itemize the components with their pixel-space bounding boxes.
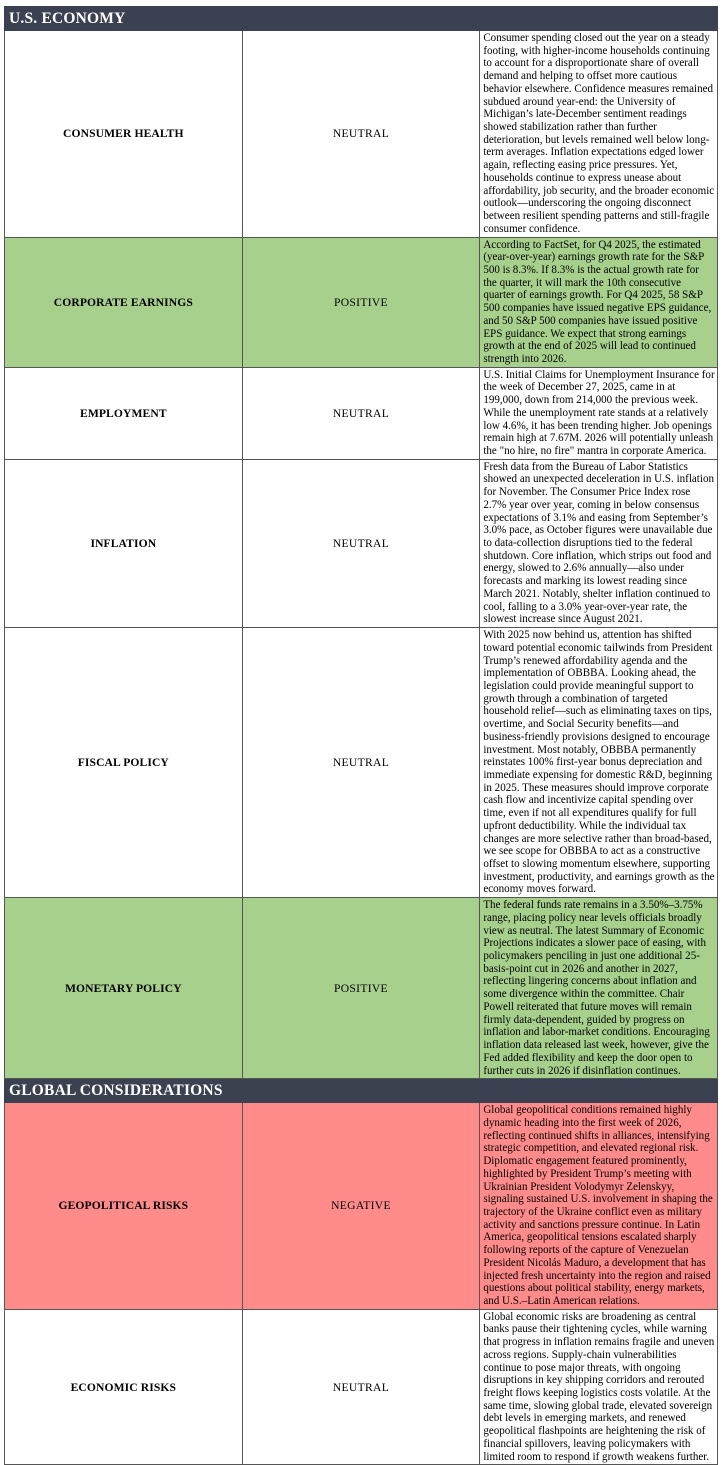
- indicator-rating: NEUTRAL: [242, 1309, 480, 1465]
- economic-outlook-table: [4, 6, 718, 1465]
- indicator-row: [5, 459, 718, 627]
- outlook-table-body: [5, 7, 718, 1465]
- indicator-rating: POSITIVE: [242, 237, 480, 367]
- indicator-row: [5, 237, 718, 367]
- indicator-commentary: Global geopolitical conditions remained highly dynamic heading into the first week of 2026, reflecting continued shifts in alliances, intensifying strategic competition, and elevated regional risk. Diplomatic engagement featured prominently, highlighted by President Trump’s meeting with Ukrainian President Volodymyr Zelenskyy, signaling sustained U.S. involvement in shaping the trajectory of the Ukraine conflict even as military activity and sanctions pressure continue. In Latin America, geopolitical tensions escalated sharply following reports of the capture of Venezuelan President Nicolás Maduro, a development that has injected fresh uncertainty into the region and raised questions about political stability, energy markets, and U.S.–Latin American relations.: [480, 1103, 718, 1310]
- indicator-name: GEOPOLITICAL RISKS: [5, 1103, 243, 1310]
- section-title: GLOBAL CONSIDERATIONS: [5, 1079, 718, 1103]
- indicator-name: FISCAL POLICY: [5, 628, 243, 898]
- indicator-commentary: The federal funds rate remains in a 3.50%–3.75% range, placing policy near levels officials broadly view as neutral. The latest Summary of Economic Projections indicates a slower pace of easing, with policymakers penciling in just one additional 25-basis-point cut in 2026 and another in 2027, reflecting lingering concerns about inflation and some divergence within the committee. Chair Powell reiterated that future moves will remain firmly data-dependent, guided by progress on inflation and labor-market conditions. Encouraging inflation data released last week, however, give the Fed added flexibility and keep the door open to further cuts in 2026 if disinflation continues.: [480, 898, 718, 1079]
- indicator-name: EMPLOYMENT: [5, 367, 243, 459]
- indicator-rating: NEUTRAL: [242, 31, 480, 238]
- indicator-rating: NEGATIVE: [242, 1103, 480, 1310]
- indicator-row: [5, 898, 718, 1079]
- indicator-commentary: Global economic risks are broadening as central banks pause their tightening cycles, while warning that progress in inflation remains fragile and uneven across regions. Supply-chain vulnerabilities continue to pose major threats, with ongoing disruptions in key shipping corridors and rerouted freight flows keeping logistics costs volatile. At the same time, slowing global trade, elevated sovereign debt levels in emerging markets, and renewed geopolitical flashpoints are heightening the risk of financial spillovers, leaving policymakers with limited room to respond if growth weakens further.: [480, 1309, 718, 1465]
- indicator-name: CONSUMER HEALTH: [5, 31, 243, 238]
- indicator-row: [5, 628, 718, 898]
- indicator-name: MONETARY POLICY: [5, 898, 243, 1079]
- indicator-row: [5, 1309, 718, 1465]
- indicator-rating: NEUTRAL: [242, 367, 480, 459]
- indicator-commentary: U.S. Initial Claims for Unemployment Insurance for the week of December 27, 2025, came in at 199,000, down from 214,000 the previous week. While the unemployment rate stands at a relatively low 4.6%, it has been trending higher. Job openings remain high at 7.67M. 2026 will potentially unleash the "no hire, no fire" mantra in corporate America.: [480, 367, 718, 459]
- indicator-rating: NEUTRAL: [242, 628, 480, 898]
- indicator-commentary: According to FactSet, for Q4 2025, the estimated (year-over-year) earnings growth rate for the S&P 500 is 8.3%. If 8.3% is the actual growth rate for the quarter, it will mark the 10th consecutive quarter of earnings growth. For Q4 2025, 58 S&P 500 companies have issued negative EPS guidance, and 50 S&P 500 companies have issued positive EPS guidance. We expect that strong earnings growth at the end of 2025 will lead to continued strength into 2026.: [480, 237, 718, 367]
- indicator-name: ECONOMIC RISKS: [5, 1309, 243, 1465]
- indicator-row: [5, 31, 718, 238]
- indicator-rating: POSITIVE: [242, 898, 480, 1079]
- indicator-commentary: Fresh data from the Bureau of Labor Statistics showed an unexpected deceleration in U.S. inflation for November. The Consumer Price Index rose 2.7% year over year, coming in below consensus expectations of 3.1% and easing from September’s 3.0% pace, as October figures were unavailable due to data-collection disruptions tied to the federal shutdown. Core inflation, which strips out food and energy, slowed to 2.6% annually—also under forecasts and marking its lowest reading since March 2021. Notably, shelter inflation continued to cool, falling to a 3.0% year-over-year rate, the slowest increase since August 2021.: [480, 459, 718, 627]
- section-header: [5, 7, 718, 31]
- section-header: [5, 1079, 718, 1103]
- indicator-name: INFLATION: [5, 459, 243, 627]
- indicator-commentary: Consumer spending closed out the year on a steady footing, with higher-income households continuing to account for a disproportionate share of overall demand and helping to offset more cautious behavior elsewhere. Confidence measures remained subdued around year-end: the University of Michigan’s late-December sentiment readings showed stabilization rather than further deterioration, but levels remained well below long-term averages. Inflation expectations edged lower again, reflecting easing price pressures. Yet, households continue to express unease about affordability, job security, and the broader economic outlook—underscoring the ongoing disconnect between resilient spending patterns and still-fragile consumer confidence.: [480, 31, 718, 238]
- section-title: U.S. ECONOMY: [5, 7, 718, 31]
- indicator-row: [5, 367, 718, 459]
- indicator-name: CORPORATE EARNINGS: [5, 237, 243, 367]
- outlook-table-container: [4, 6, 718, 1465]
- indicator-rating: NEUTRAL: [242, 459, 480, 627]
- indicator-commentary: With 2025 now behind us, attention has shifted toward potential economic tailwinds from President Trump’s renewed affordability agenda and the implementation of OBBBA. Looking ahead, the legislation could provide meaningful support to growth through a combination of targeted household relief—such as eliminating taxes on tips, overtime, and Social Security benefits—and business-friendly provisions designed to encourage investment. Most notably, OBBBA permanently reinstates 100% first-year bonus depreciation and immediate expensing for domestic R&D, beginning in 2025. These measures should improve corporate cash flow and incentivize capital spending over time, even if not all expenditures qualify for full upfront deductibility. While the individual tax changes are more selective rather than broad-based, we see scope for OBBBA to act as a constructive offset to slowing momentum elsewhere, supporting investment, productivity, and earnings growth as the economy moves forward.: [480, 628, 718, 898]
- indicator-row: [5, 1103, 718, 1310]
